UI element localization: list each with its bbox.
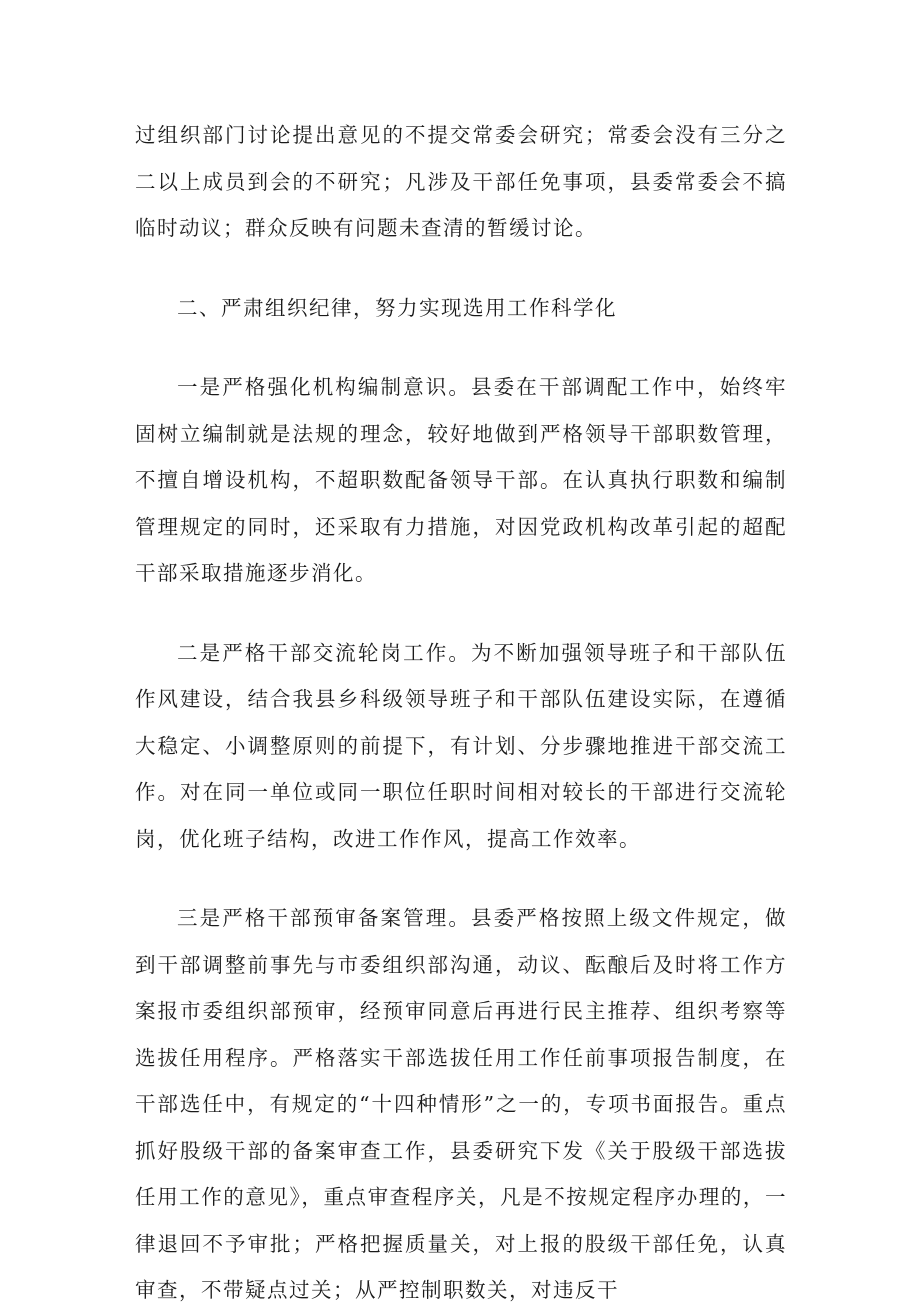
paragraph-continued: 过组织部门讨论提出意见的不提交常委会研究；常委会没有三分之二以上成员到会的不研究；凡涉及干部任免事项，县委常委会不搞临时动议；群众反映有问题未查清的暂缓讨论。: [135, 123, 787, 240]
document-body: [135, 112, 787, 1314]
paragraph-3: 三是严格干部预审备案管理。县委严格按照上级文件规定，做到干部调整前事先与市委组织部沟通，动议、酝酿后及时将工作方案报市委组织部预审，经预审同意后再进行民主推荐、组织考察等选拔任用程序。严格落实干部选拔任用工作任前事项报告制度，在干部选任中，有规定的“十四种情形”之一的，专项书面报告。重点抓好股级干部的备案审查工作，县委研究下发《关于股级干部选拔任用工作的意见》，重点审查程序关，凡是不按规定程序办理的，一律退回不予审批；严格把握质量关，对上报的股级干部任免，认真审查，不带疑点过关；从严控制职数关，对违反干: [135, 906, 787, 1302]
paragraph-2: 二是严格干部交流轮岗工作。为不断加强领导班子和干部队伍作风建设，结合我县乡科级领导班子和干部队伍建设实际，在遵循大稳定、小调整原则的前提下，有计划、分步骤地推进干部交流工作。对在同一单位或同一职位任职时间相对较长的干部进行交流轮岗，优化班子结构，改进工作作风，提高工作效率。: [135, 640, 787, 851]
paragraph-1: 一是严格强化机构编制意识。县委在干部调配工作中，始终牢固树立编制就是法规的理念，较好地做到严格领导干部职数管理，不擅自增设机构，不超职数配备领导干部。在认真执行职数和编制管理规定的同时，还采取有力措施，对因党政机构改革引起的超配干部采取措施逐步消化。: [135, 375, 787, 585]
section-heading: 二、严肃组织纪律，努力实现选用工作科学化: [177, 295, 617, 320]
